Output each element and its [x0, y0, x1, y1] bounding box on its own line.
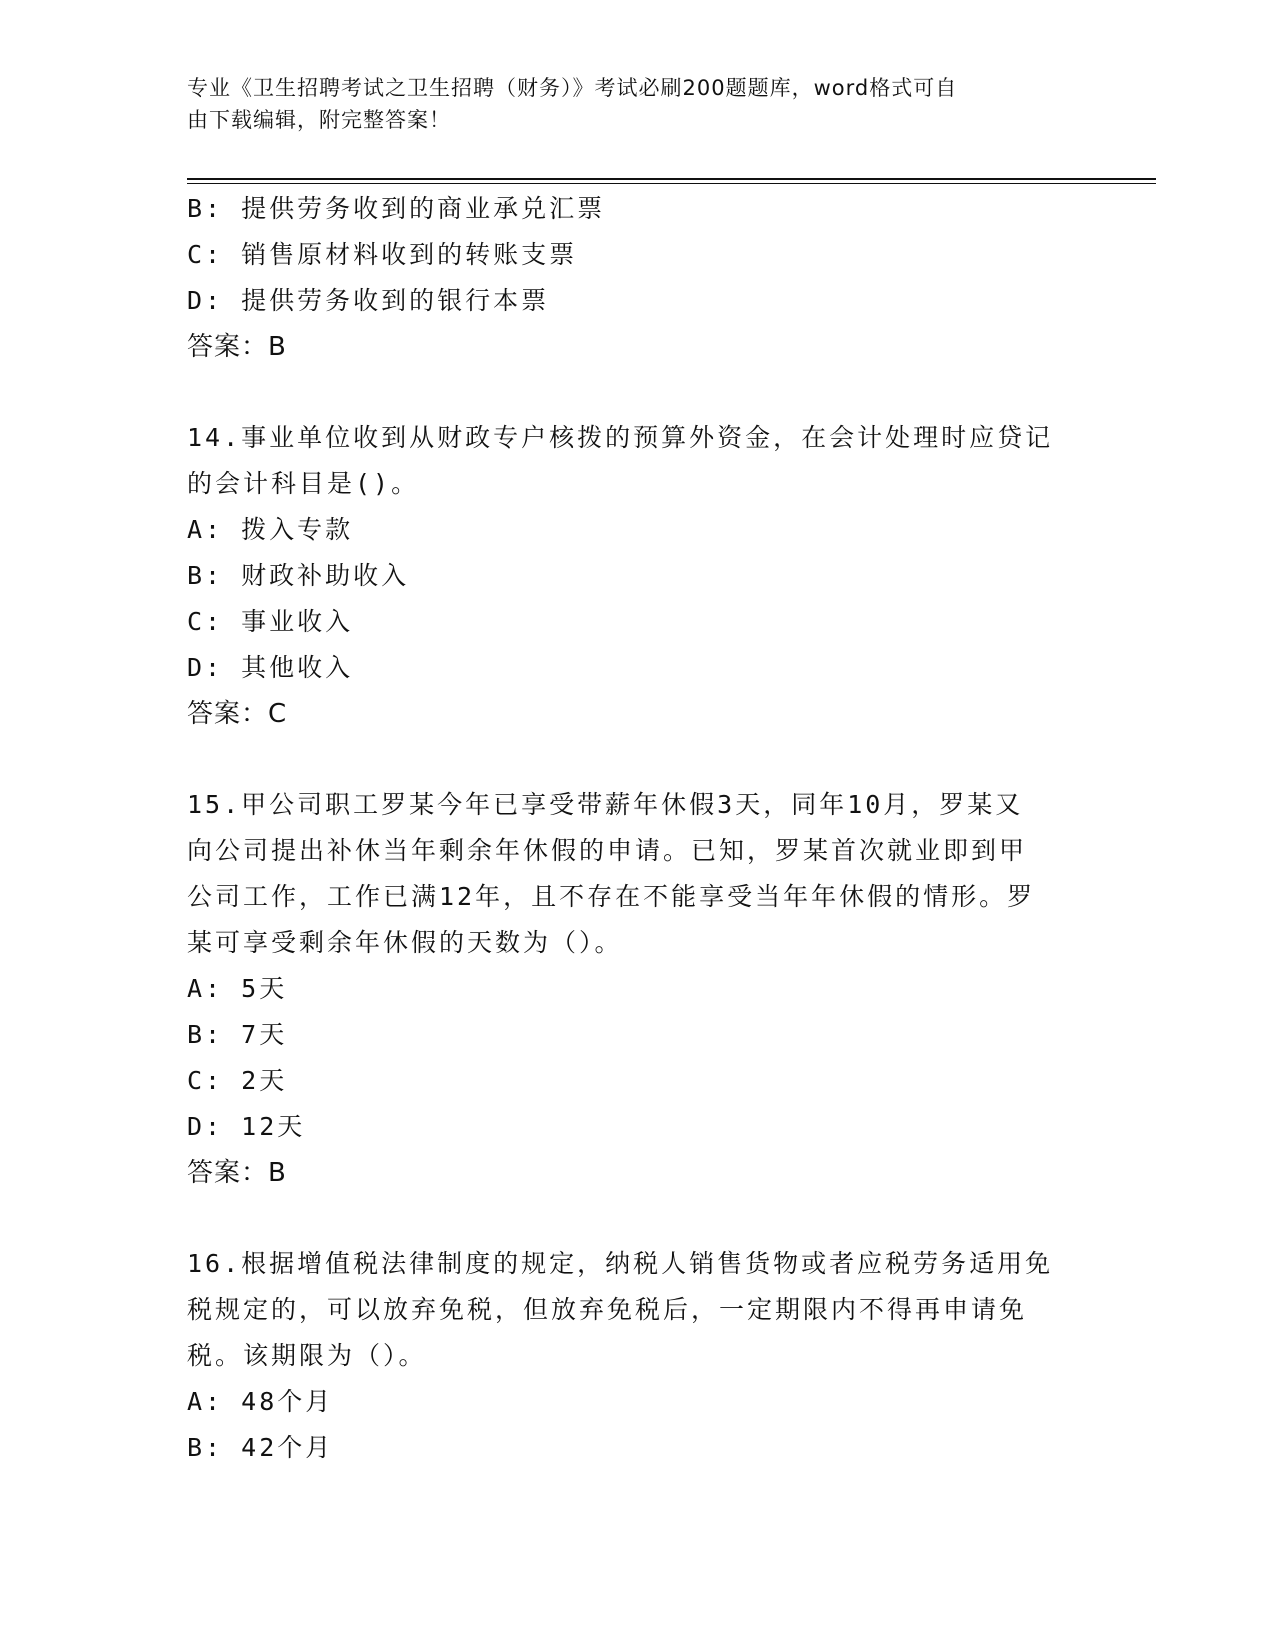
option-a: A: 拨入专款 [187, 515, 354, 544]
spacer [187, 1196, 1087, 1241]
question-stem-line: 的会计科目是()。 [187, 469, 420, 498]
header-line-2: 由下载编辑，附完整答案！ [187, 108, 451, 132]
answer-label: 答案：C [187, 699, 288, 729]
option-a: A: 48个月 [187, 1387, 334, 1416]
question-stem-line: 某可享受剩余年休假的天数为（）。 [187, 928, 623, 957]
option-c: C: 2天 [187, 1066, 288, 1095]
question-16 [187, 1241, 1087, 1471]
question-stem-line: 14.事业单位收到从财政专户核拨的预算外资金，在会计处理时应贷记 [187, 423, 1054, 452]
option-b: B: 42个月 [187, 1433, 334, 1462]
header-line-1: 专业《卫生招聘考试之卫生招聘（财务）》考试必刷200题题库，word格式可自 [187, 76, 958, 100]
question-stem-line: 税规定的，可以放弃免税，但放弃免税后，一定期限内不得再申请免 [187, 1295, 1028, 1324]
option-a: A: 5天 [187, 974, 288, 1003]
document-header [187, 72, 1067, 136]
spacer [187, 370, 1087, 415]
option-c: C: 销售原材料收到的转账支票 [187, 240, 578, 269]
header-divider-thin [187, 183, 1156, 184]
option-d: D: 提供劳务收到的银行本票 [187, 286, 550, 315]
question-stem-line: 15.甲公司职工罗某今年已享受带薪年休假3天，同年10月，罗某又 [187, 790, 1024, 819]
answer-label: 答案：B [187, 332, 287, 362]
question-stem-line: 向公司提出补休当年剩余年休假的申请。已知，罗某首次就业即到甲 [187, 836, 1028, 865]
question-stem-line: 16.根据增值税法律制度的规定，纳税人销售货物或者应税劳务适用免 [187, 1249, 1054, 1278]
option-d: D: 12天 [187, 1112, 306, 1141]
option-b: B: 提供劳务收到的商业承兑汇票 [187, 194, 606, 223]
spacer [187, 737, 1087, 782]
question-13 [187, 186, 1087, 370]
answer-label: 答案：B [187, 1158, 287, 1188]
question-stem-line: 税。该期限为（）。 [187, 1341, 427, 1370]
option-d: D: 其他收入 [187, 653, 354, 682]
question-15 [187, 782, 1087, 1196]
question-14 [187, 415, 1087, 737]
question-list [187, 186, 1087, 1471]
header-divider-thick [187, 178, 1156, 180]
question-stem-line: 公司工作，工作已满12年，且不存在不能享受当年年休假的情形。罗 [187, 882, 1036, 911]
option-c: C: 事业收入 [187, 607, 354, 636]
option-b: B: 财政补助收入 [187, 561, 410, 590]
option-b: B: 7天 [187, 1020, 288, 1049]
